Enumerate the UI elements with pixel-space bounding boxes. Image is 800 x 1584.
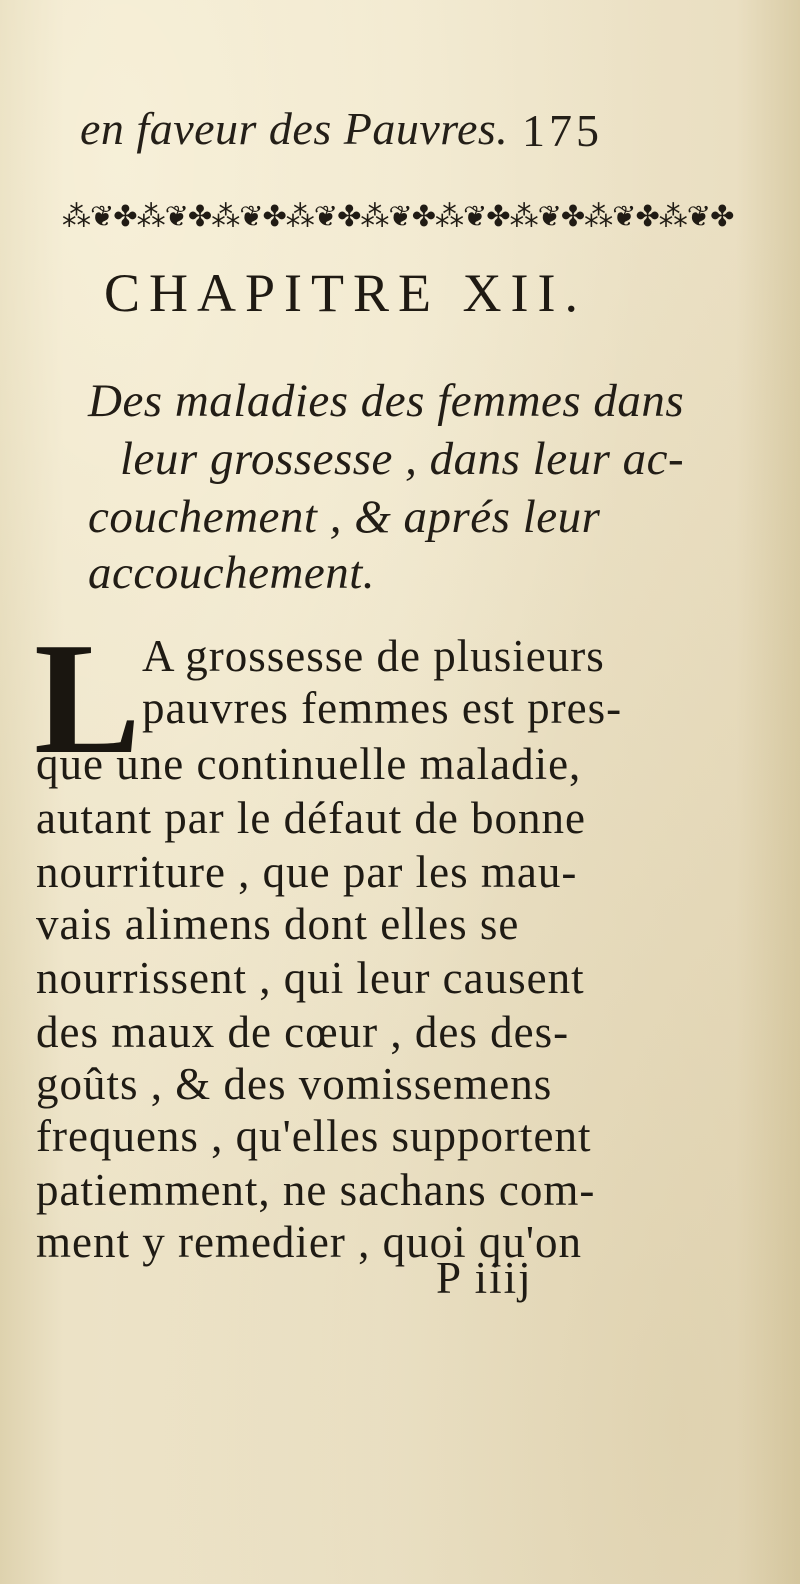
body-text-line: patiemment, ne sachans com-	[36, 1165, 596, 1215]
chapter-subtitle-line: Des maladies des femmes dans	[88, 375, 685, 427]
body-text-line: A grossesse de plusieurs	[142, 631, 605, 681]
running-head: en faveur des Pauvres.	[80, 103, 509, 154]
body-text-line: goûts , & des vomissemens	[36, 1059, 553, 1109]
chapter-subtitle-line: accouchement.	[88, 547, 376, 599]
body-text-line: que une continuelle maladie,	[36, 739, 582, 789]
body-text-line: vais alimens dont elles se	[36, 899, 520, 949]
chapter-subtitle-line: couchement , & aprés leur	[88, 491, 601, 543]
chapter-subtitle-line: leur grossesse , dans leur ac-	[120, 433, 685, 485]
drop-cap: L	[34, 609, 141, 787]
body-text-line: nourrissent , qui leur causent	[36, 953, 585, 1003]
body-text-line: autant par le défaut de bonne	[36, 793, 587, 843]
signature-mark: P iiij	[436, 1253, 533, 1303]
chapter-title: CHAPITRE XII.	[104, 263, 587, 323]
decorative-ornament-band: ⁂❦✤⁂❦✤⁂❦✤⁂❦✤⁂❦✤⁂❦✤⁂❦✤⁂❦✤⁂❦✤	[62, 199, 734, 233]
body-text-line: nourriture , que par les mau-	[36, 847, 578, 897]
body-text-line: pauvres femmes est pres-	[142, 683, 623, 733]
body-text-line: frequens , qu'elles supportent	[36, 1111, 592, 1161]
body-text-line: ment y remedier , quoi qu'on	[36, 1217, 582, 1267]
page-number: 175	[522, 105, 603, 156]
body-text-line: des maux de cœur , des des-	[36, 1007, 570, 1057]
